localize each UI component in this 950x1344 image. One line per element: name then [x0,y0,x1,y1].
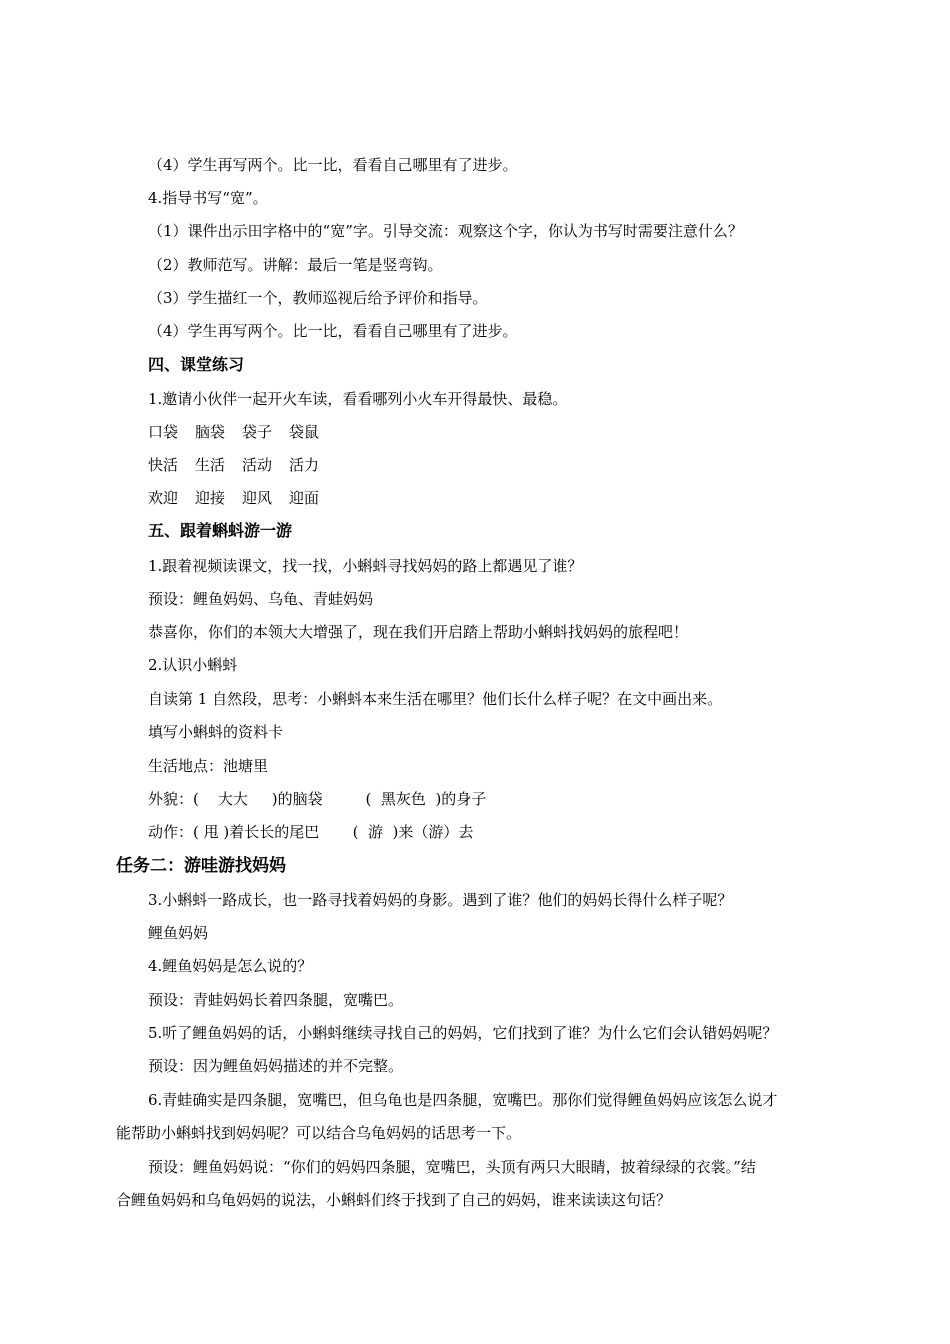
task-2-item-4: 4.鲤鱼妈妈是怎么说的？ [148,957,313,975]
congrats-text: 恭喜你，你们的本领大大增强了，现在我们开启踏上帮助小蝌蚪找妈妈的旅程吧！ [148,623,689,641]
preset-5: 预设：因为鲤鱼妈妈描述的并不完整。 [148,1057,404,1075]
step-3-trace: （3）学生描红一个，教师巡视后给予评价和指导。 [148,289,488,307]
word: 活动 [242,456,273,474]
word: 迎面 [289,489,320,507]
preset-6-line-2: 合鲤鱼妈妈和乌龟妈妈的说法，小蝌蚪们终于找到了自己的妈妈，谁来读读这句话？ [116,1191,672,1209]
card-title: 填写小蝌蚪的资料卡 [148,723,284,741]
appearance-text: 外貌：( 大大 )的脑袋 ( 黑灰色 )的身子 [148,790,487,808]
word-row [148,488,336,508]
word: 袋鼠 [289,423,320,441]
step-4-write-two-again: （4）学生再写两个。比一比，看看自己哪里有了进步。 [148,322,518,340]
appearance-field [148,789,486,809]
task-2-item-5: 5.听了鲤鱼妈妈的话，小蝌蚪继续寻找自己的妈妈，它们找到了谁？为什么它们会认错妈妈呢？ [148,1024,778,1042]
section-4-item-1: 1.邀请小伙伴一起开火车读，看看哪列小火车开得最快、最稳。 [148,390,568,408]
self-read-prompt: 自读第 1 自然段，思考：小蝌蚪本来生活在哪里？他们长什么样子呢？在文中画出来。 [148,690,723,708]
word: 快活 [148,456,179,474]
section-5-item-1: 1.跟着视频读课文，找一找，小蝌蚪寻找妈妈的路上都遇见了谁？ [148,557,583,575]
section-4-heading: 四、课堂练习 [148,355,245,374]
word-row [148,422,336,442]
step-2-demo: （2）教师范写。讲解：最后一笔是竖弯钩。 [148,256,443,274]
preset-6-line-1: 预设：鲤鱼妈妈说：“你们的妈妈四条腿，宽嘴巴，头顶有两只大眼睛，披着绿绿的衣裳。”结 [148,1158,756,1176]
word: 口袋 [148,423,179,441]
action-field [148,822,473,842]
step-4-write-two: （4）学生再写两个。比一比，看看自己哪里有了进步。 [148,156,518,174]
section-5-item-2: 2.认识小蝌蚪 [148,656,238,674]
preset-1: 预设：鲤鱼妈妈、乌龟、青蛙妈妈 [148,590,374,608]
word: 欢迎 [148,489,179,507]
guide-write-kuan: 4.指导书写“宽”。 [148,189,268,207]
step-1-courseware: （1）课件出示田字格中的“宽”字。引导交流：观察这个字，你认为书写时需要注意什么？ [148,222,743,240]
word: 迎风 [242,489,273,507]
preset-4: 预设：青蛙妈妈长着四条腿，宽嘴巴。 [148,991,404,1009]
word: 迎接 [195,489,226,507]
task-2-item-6-line-2: 能帮助小蝌蚪找到妈妈呢？可以结合乌龟妈妈的话思考一下。 [116,1124,522,1142]
habitat-field: 生活地点：池塘里 [148,757,269,775]
word: 脑袋 [195,423,226,441]
word: 活力 [289,456,320,474]
section-5-heading: 五、跟着蝌蚪游一游 [148,521,293,540]
action-text: 动作：( 甩 )着长长的尾巴 ( 游 )来（游）去 [148,823,474,841]
word-row [148,455,336,475]
task-2-heading: 任务二：游哇游找妈妈 [116,856,286,876]
word: 袋子 [242,423,273,441]
task-2-item-6-line-1: 6.青蛙确实是四条腿，宽嘴巴，但乌龟也是四条腿，宽嘴巴。那你们觉得鲤鱼妈妈应该怎么说才 [148,1091,778,1109]
task-2-item-3: 3.小蝌蚪一路成长，也一路寻找着妈妈的身影。遇到了谁？他们的妈妈长得什么样子呢？ [148,891,733,909]
carp-mother: 鲤鱼妈妈 [148,924,209,942]
word: 生活 [195,456,226,474]
